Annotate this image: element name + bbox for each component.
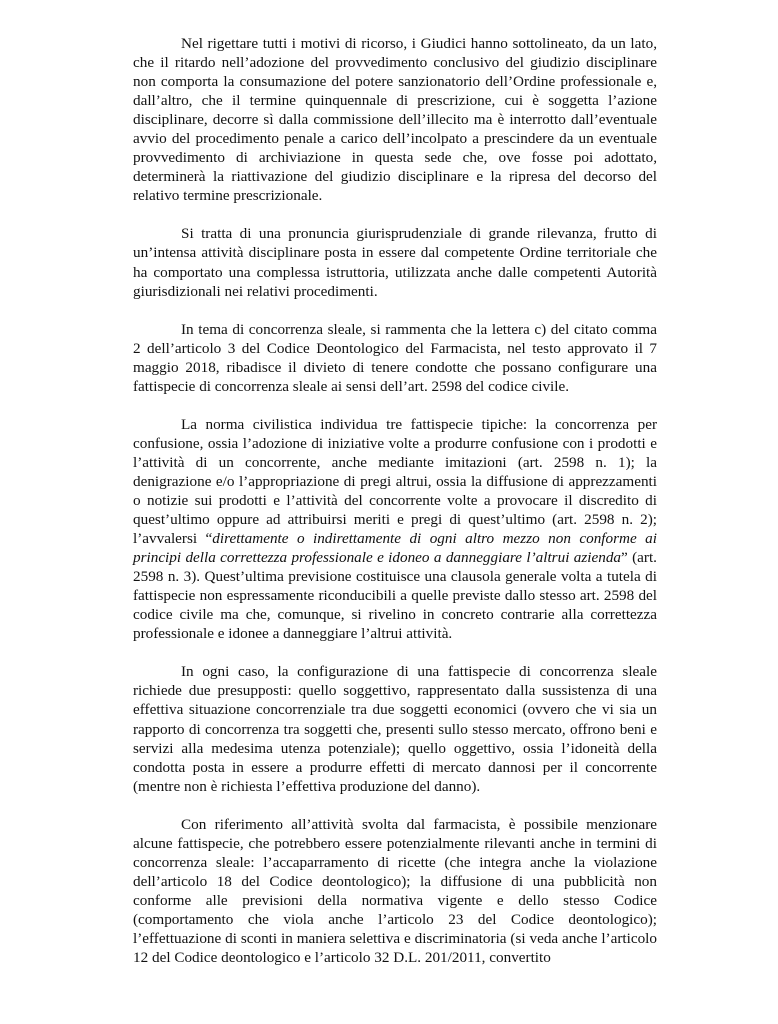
paragraph-farmacista: Con riferimento all’attività svolta dal farmacista, è possibile menzionare alcune fattispecie, che potrebbero essere potenzialmente rilevanti anche in termini di concorrenza sleale: l’accaparramento di ricette (che integra anche la violazione dell’articolo 18 del Codice deontologico); la diffusione di una pubblicità non conforme alle previsioni della normativa vigente e dello stesso Codice (comportamento che viola anche l’articolo 23 del Codice deontologico); l’effettuazione di sconti in maniera selettiva e discriminatoria (si veda anche l’articolo 12 del Codice deontologico e l’articolo 32 D.L. 201/2011, convertito (133, 815, 657, 967)
document-body (133, 34, 657, 967)
paragraph-norma-text-before: La norma civilistica individua tre fattispecie tipiche: la concorrenza per confusione, ossia l’adozione di iniziative volte a produrre confusione con i prodotti e l’attività di un concorrente, anche mediante imitazioni (art. 2598 n. 1); la denigrazione e/o l’appropriazione di pregi altrui, ossia la diffusione di apprezzamenti o notizie sui prodotti e l’attività del concorrente volte a provocare il discredito di quest’ultimo oppure ad attribuirsi meriti e pregi di quest’ultimo (art. 2598 n. 2); l’avvalersi “ (133, 415, 657, 548)
paragraph-norma-civilistica (133, 415, 657, 644)
paragraph-ricorso: Nel rigettare tutti i motivi di ricorso, i Giudici hanno sottolineato, da un lato, che il ritardo nell’adozione del provvedimento conclusivo del giudizio disciplinare non comporta la consumazione del potere sanzionatorio dell’Ordine professionale e, dall’altro, che il termine quinquennale di prescrizione, cui è soggetta l’azione disciplinare, decorre sì dalla commissione dell’illecito ma è interrotto dall’eventuale avvio del procedimento penale a carico dell’incolpato a prescindere da un eventuale provvedimento di archiviazione in questa sede che, ove fosse poi adottato, determinerà la riattivazione del giudizio disciplinare e la ripresa del decorso del relativo termine prescrizionale. (133, 35, 657, 205)
paragraph-presupposti: In ogni caso, la configurazione di una fattispecie di concorrenza sleale richiede due presupposti: quello soggettivo, rappresentato dalla sussistenza di una effettiva situazione concorrenziale tra due soggetti economici (ovvero che vi sia un rapporto di concorrenza tra soggetti che, presenti sullo stesso mercato, offrono beni e servizi alla medesima utenza potenziale); quello oggettivo, ossia l’idoneità della condotta posta in essere a produrre effetti di mercato dannosi per il concorrente (mentre non è richiesta l’effettiva produzione del danno). (133, 663, 657, 795)
paragraph-pronuncia: Si tratta di una pronuncia giurisprudenziale di grande rilevanza, frutto di un’intensa attività disciplinare posta in essere dal competente Ordine territoriale che ha comportato una complessa istruttoria, utilizzata anche dalle competenti Autorità giurisdizionali nei relativi procedimenti. (133, 225, 657, 300)
paragraph-norma-quotation: direttamente o indirettamente di ogni altro mezzo non conforme ai principi della correttezza professionale e idoneo a danneggiare l’altrui azienda (133, 530, 657, 567)
paragraph-norma-text-after: ” (art. 2598 n. 3). Quest’ultima previsione costituisce una clausola generale volta a tutela di fattispecie non espressamente riconducibili a quelle previste dallo stesso art. 2598 del codice civile ma che, comunque, si rivelino in concreto contrarie alla correttezza professionale e idonee a danneggiare l’altrui attività. (133, 549, 657, 643)
paragraph-concorrenza-sleale: In tema di concorrenza sleale, si rammenta che la lettera c) del citato comma 2 dell’articolo 3 del Codice Deontologico del Farmacista, nel testo approvato il 7 maggio 2018, ribadisce il divieto di tenere condotte che possano configurare una fattispecie di concorrenza sleale ai sensi dell’art. 2598 del codice civile. (133, 320, 657, 395)
